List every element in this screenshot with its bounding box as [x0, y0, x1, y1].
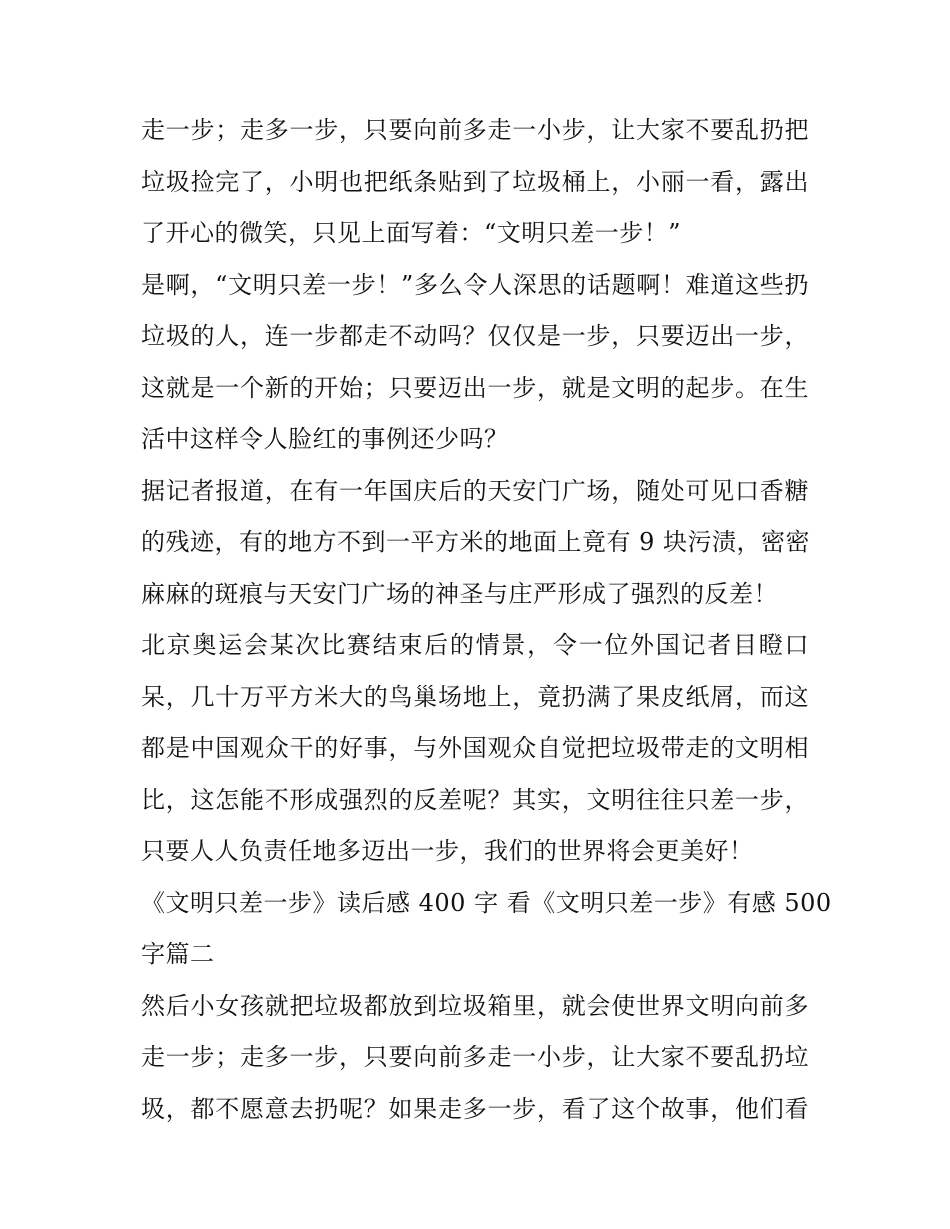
document-body: [141, 105, 832, 1135]
text-line: 圾，都不愿意去扔呢？如果走多一步，看了这个故事，他们看: [141, 1094, 809, 1123]
text-line: 据记者报道，在有一年国庆后的天安门广场，随处可见口香糖: [141, 476, 809, 505]
text-line: 都是中国观众干的好事，与外国观众自觉把垃圾带走的文明相: [141, 734, 809, 762]
text-line: 垃圾捡完了，小明也把纸条贴到了垃圾桶上，小丽一看，露出: [141, 167, 809, 196]
text-line: 北京奥运会某次比赛结束后的情景，令一位外国记者目瞪口: [141, 631, 809, 659]
text-line: 然后小女孩就把垃圾都放到垃圾箱里，就会使世界文明向前多: [141, 991, 809, 1020]
paragraph-6: [141, 981, 809, 1136]
text-line: 比，这怎能不形成强烈的反差呢？其实，文明往往只差一步，: [141, 785, 809, 814]
paragraph-1: [141, 105, 809, 260]
text-line: 麻麻的斑痕与天安门广场的神圣与庄严形成了强烈的反差！: [141, 579, 778, 608]
text-line: 垃圾的人，连一步都走不动吗？仅仅是一步，只要迈出一步，: [141, 322, 809, 350]
text-line: 是啊，“文明只差一步！”多么令人深思的话题啊！难道这些扔: [141, 270, 809, 299]
text-line: 走一步；走多一步，只要向前多走一小步，让大家不要乱扔把: [141, 116, 809, 144]
text-line: 走一步；走多一步，只要向前多走一小步，让大家不要乱扔垃: [141, 1043, 809, 1071]
text-line: 活中这样令人脸红的事例还少吗？: [141, 425, 509, 453]
paragraph-2: [141, 260, 809, 466]
text-line: 的残迹，有的地方不到一平方米的地面上竟有 9 块污渍，密密: [141, 528, 811, 556]
text-line: 只要人人负责任地多迈出一步，我们的世界将会更美好！: [141, 837, 754, 865]
heading-line: 字篇二: [141, 940, 215, 968]
heading-line: 《文明只差一步》读后感 400 字 看《文明只差一步》有感 500: [141, 888, 832, 917]
paragraph-4: [141, 620, 809, 878]
paragraph-3: [141, 466, 809, 621]
text-line: 呆，几十万平方米大的鸟巢场地上，竟扔满了果皮纸屑，而这: [141, 682, 809, 711]
section-heading: [141, 878, 832, 981]
text-line: 了开心的微笑，只见上面写着：“文明只差一步！”: [141, 219, 682, 247]
text-line: 这就是一个新的开始；只要迈出一步，就是文明的起步。在生: [141, 373, 809, 402]
